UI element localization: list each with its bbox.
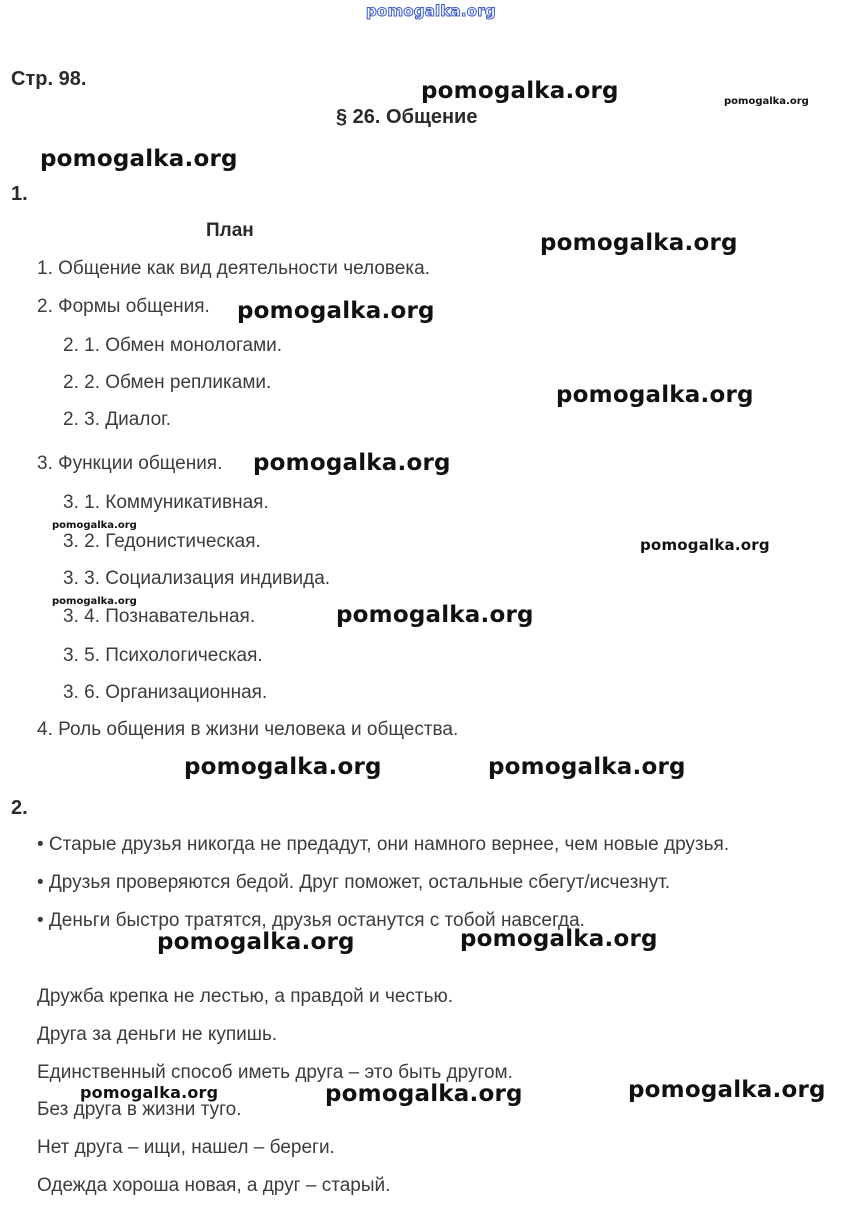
proverb: Друга за деньги не купишь. <box>37 1024 278 1045</box>
watermark: pomogalka.org <box>157 929 355 955</box>
plan-subitem: 2. 3. Диалог. <box>63 409 172 430</box>
watermark: pomogalka.org <box>253 450 451 476</box>
bullet-item: • Друзья проверяются бедой. Друг поможет, остальные сбегут/исчезнут. <box>37 872 671 893</box>
watermark: pomogalka.org <box>421 78 619 104</box>
task-1-number: 1. <box>11 183 28 205</box>
plan-subitem: 3. 6. Организационная. <box>63 682 268 703</box>
watermark: pomogalka.org <box>628 1077 826 1103</box>
page-reference: Стр. 98. <box>11 68 87 90</box>
plan-item: 2. Формы общения. <box>37 296 210 317</box>
watermark-top: pomogalka.org <box>366 2 496 20</box>
proverb: Дружба крепка не лестью, а правдой и честью. <box>37 986 454 1007</box>
watermark-medium: pomogalka.org <box>640 536 770 554</box>
bullet-item: • Старые друзья никогда не предадут, они намного вернее, чем новые друзья. <box>37 834 730 855</box>
watermark: pomogalka.org <box>184 754 382 780</box>
proverb: Единственный способ иметь друга – это быть другом. <box>37 1062 513 1083</box>
bullet-item: • Деньги быстро тратятся, друзья останутся с тобой навсегда. <box>37 910 585 931</box>
watermark: pomogalka.org <box>488 754 686 780</box>
plan-title: План <box>206 220 254 241</box>
proverb: Одежда хороша новая, а друг – старый. <box>37 1175 391 1196</box>
task-2-number: 2. <box>11 797 28 819</box>
watermark-small: pomogalka.org <box>52 596 137 607</box>
plan-item: 4. Роль общения в жизни человека и общества. <box>37 719 459 740</box>
watermark-small: pomogalka.org <box>724 96 809 107</box>
section-title: § 26. Общение <box>336 106 478 128</box>
watermark-small: pomogalka.org <box>52 520 137 531</box>
proverb: Нет друга – ищи, нашел – береги. <box>37 1137 335 1158</box>
plan-subitem: 3. 1. Коммуникативная. <box>63 492 269 513</box>
watermark: pomogalka.org <box>460 926 658 952</box>
plan-subitem: 3. 3. Социализация индивида. <box>63 568 331 589</box>
plan-item: 1. Общение как вид деятельности человека. <box>37 258 430 279</box>
plan-subitem: 3. 4. Познавательная. <box>63 606 256 627</box>
watermark: pomogalka.org <box>40 146 238 172</box>
watermark: pomogalka.org <box>540 230 738 256</box>
watermark: pomogalka.org <box>237 298 435 324</box>
plan-subitem: 3. 2. Гедонистическая. <box>63 531 261 552</box>
plan-subitem: 3. 5. Психологическая. <box>63 645 263 666</box>
plan-item: 3. Функции общения. <box>37 453 223 474</box>
plan-subitem: 2. 1. Обмен монологами. <box>63 335 283 356</box>
proverb: Без друга в жизни туго. <box>37 1099 242 1120</box>
watermark: pomogalka.org <box>336 602 534 628</box>
plan-subitem: 2. 2. Обмен репликами. <box>63 372 272 393</box>
watermark: pomogalka.org <box>556 382 754 408</box>
watermark-medium: pomogalka.org <box>80 1083 219 1102</box>
watermark: pomogalka.org <box>325 1081 523 1107</box>
